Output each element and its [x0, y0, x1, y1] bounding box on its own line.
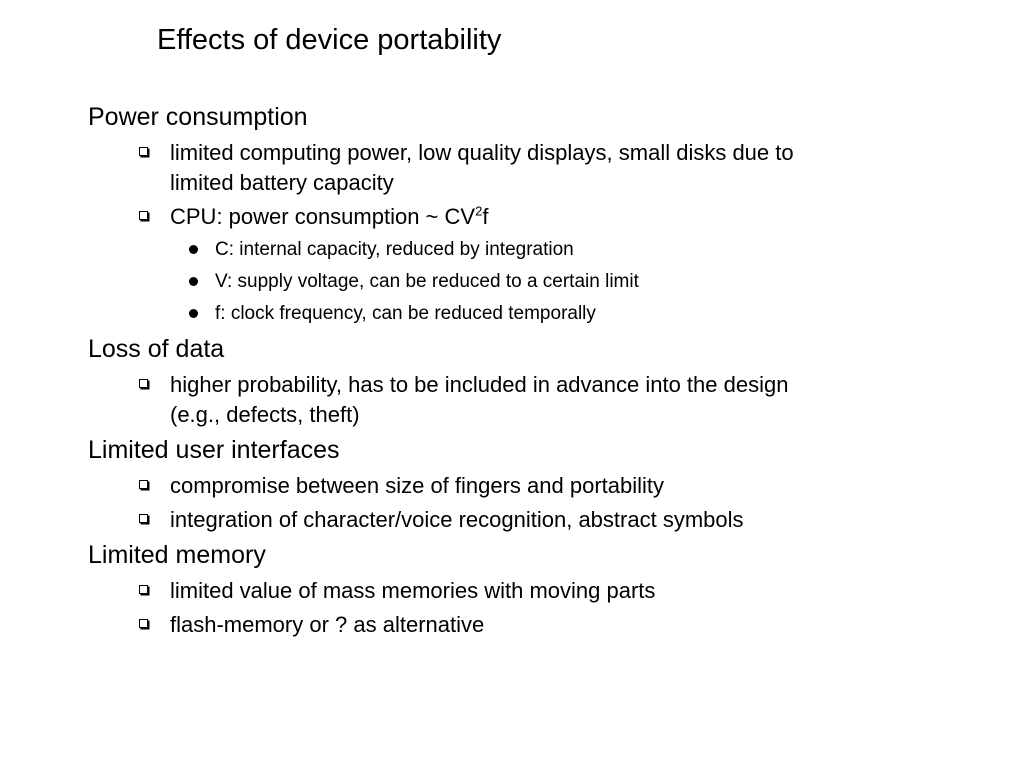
bullet-text-line: (e.g., defects, theft): [170, 402, 360, 427]
bullet-text: CPU: power consumption ~ CV: [170, 204, 476, 229]
section-heading-power-consumption: Power consumption: [88, 103, 308, 131]
sub-bullet-item: [215, 235, 988, 265]
bullet-item: [170, 576, 988, 606]
bullet-item: [170, 471, 988, 501]
bullet-text-line: limited battery capacity: [170, 170, 394, 195]
square-bullet-icon: [139, 619, 148, 628]
sub-bullet-text: V: supply voltage, can be reduced to a certain limit: [215, 271, 639, 292]
sub-bullet-text: C: internal capacity, reduced by integration: [215, 239, 574, 260]
bullet-text: integration of character/voice recognition, abstract symbols: [170, 507, 744, 532]
square-bullet-icon: [139, 211, 148, 220]
slide-body: [88, 100, 988, 643]
square-bullet-icon: [139, 585, 148, 594]
circle-bullet-icon: [189, 277, 198, 286]
bullet-text: flash-memory or ? as alternative: [170, 612, 485, 637]
sub-bullet-text: f: clock frequency, can be reduced temporally: [215, 303, 596, 324]
circle-bullet-icon: [189, 245, 198, 254]
square-bullet-icon: [139, 147, 148, 156]
slide-title: Effects of device portability: [157, 24, 502, 56]
bullet-text-suffix: f: [482, 204, 489, 229]
section-heading-limited-user-interfaces: Limited user interfaces: [88, 436, 340, 464]
bullet-text-line: higher probability, has to be included in advance into the design: [170, 372, 789, 397]
section-heading-loss-of-data: Loss of data: [88, 335, 225, 363]
bullet-text-line: limited computing power, low quality displays, small disks due to: [170, 140, 794, 165]
bullet-item: [170, 370, 988, 430]
bullet-item: [170, 138, 988, 198]
square-bullet-icon: [139, 379, 148, 388]
bullet-text: compromise between size of fingers and portability: [170, 473, 665, 498]
bullet-item: [170, 505, 988, 535]
section-heading-limited-memory: Limited memory: [88, 541, 266, 569]
square-bullet-icon: [139, 480, 148, 489]
sub-bullet-item: [215, 267, 988, 297]
circle-bullet-icon: [189, 309, 198, 318]
bullet-text: limited value of mass memories with moving parts: [170, 578, 656, 603]
sub-bullet-item: [215, 299, 988, 329]
bullet-superscript: 2: [475, 203, 483, 219]
square-bullet-icon: [139, 514, 148, 523]
bullet-item: [170, 202, 988, 232]
bullet-item: [170, 610, 988, 640]
